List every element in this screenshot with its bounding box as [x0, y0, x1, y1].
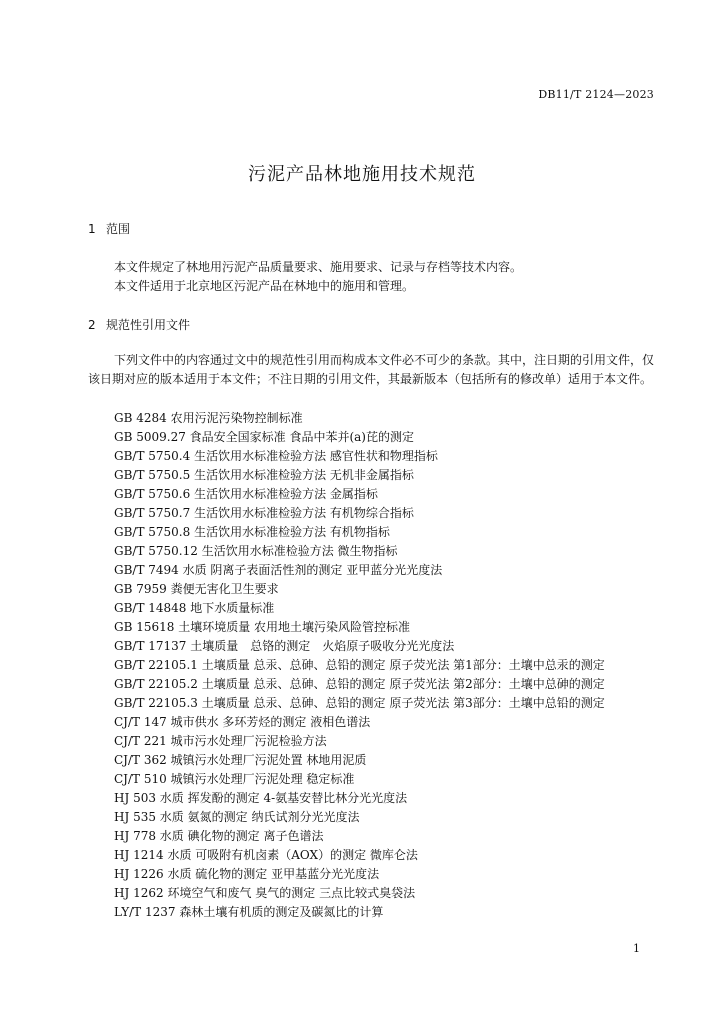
reference-item: CJ/T 221 城市污水处理厂污泥检验方法: [114, 734, 327, 748]
reference-item: GB 7959 粪便无害化卫生要求: [114, 582, 279, 596]
section-2-number: 2: [88, 318, 96, 332]
reference-item: GB/T 5750.4 生活饮用水标准检验方法 感官性状和物理指标: [114, 449, 438, 463]
reference-item: CJ/T 147 城市供水 多环芳烃的测定 液相色谱法: [114, 715, 371, 729]
reference-item: GB/T 5750.5 生活饮用水标准检验方法 无机非金属指标: [114, 468, 414, 482]
reference-item: HJ 503 水质 挥发酚的测定 4-氨基安替比林分光光度法: [114, 791, 408, 805]
reference-item: GB/T 22105.1 土壤质量 总汞、总砷、总铅的测定 原子荧光法 第1部分：土壤中总汞的测定: [114, 658, 605, 672]
section-1-heading: [88, 220, 130, 237]
reference-item: GB/T 5750.12 生活饮用水标准检验方法 微生物指标: [114, 544, 398, 558]
section-1-title: 范围: [106, 222, 131, 236]
reference-item: GB/T 5750.6 生活饮用水标准检验方法 金属指标: [114, 487, 378, 501]
reference-item: GB/T 7494 水质 阴离子表面活性剂的测定 亚甲蓝分光光度法: [114, 563, 443, 577]
reference-item: CJ/T 362 城镇污水处理厂污泥处置 林地用泥质: [114, 753, 367, 767]
reference-item: GB 15618 土壤环境质量 农用地土壤污染风险管控标准: [114, 620, 411, 634]
reference-item: GB/T 14848 地下水质量标准: [114, 601, 275, 615]
reference-item: LY/T 1237 森林土壤有机质的测定及碳氮比的计算: [114, 905, 384, 919]
section-2-intro-paragraph: [88, 351, 654, 389]
reference-item: GB/T 22105.2 土壤质量 总汞、总砷、总铅的测定 原子荧光法 第2部分：土壤中总砷的测定: [114, 677, 605, 691]
reference-item: CJ/T 510 城镇污水处理厂污泥处理 稳定标准: [114, 772, 355, 786]
section-2-intro-text: 下列文件中的内容通过文中的规范性引用而构成本文件必不可少的条款。其中，注日期的引用文件，仅该日期对应的版本适用于本文件；不注日期的引用文件，其最新版本（包括所有的修改单）适用于本文件。: [88, 353, 655, 386]
section-2-title: 规范性引用文件: [106, 318, 191, 332]
reference-item: HJ 1214 水质 可吸附有机卤素（AOX）的测定 微库仑法: [114, 848, 418, 862]
reference-item: HJ 1226 水质 硫化物的测定 亚甲基蓝分光光度法: [114, 867, 380, 881]
section-1-paragraph-2: 本文件适用于北京地区污泥产品在林地中的施用和管理。: [114, 279, 415, 293]
section-2-heading: [88, 316, 190, 333]
document-code: DB11/T 2124—2023: [538, 88, 654, 101]
document-title: 污泥产品林地施用技术规范: [248, 164, 476, 185]
reference-item: GB/T 5750.7 生活饮用水标准检验方法 有机物综合指标: [114, 506, 414, 520]
reference-item: HJ 535 水质 氨氮的测定 纳氏试剂分光光度法: [114, 810, 360, 824]
reference-item: GB/T 17137 土壤质量 总铬的测定 火焰原子吸收分光光度法: [114, 639, 455, 653]
page-number: 1: [633, 942, 640, 955]
reference-item: GB 4284 农用污泥污染物控制标准: [114, 411, 303, 425]
reference-item: GB 5009.27 食品安全国家标准 食品中苯并(a)芘的测定: [114, 430, 414, 444]
reference-item: HJ 1262 环境空气和废气 臭气的测定 三点比较式臭袋法: [114, 886, 416, 900]
section-1-number: 1: [88, 222, 96, 236]
reference-item: GB/T 22105.3 土壤质量 总汞、总砷、总铅的测定 原子荧光法 第3部分：土壤中总铅的测定: [114, 696, 605, 710]
section-1-paragraph-1: 本文件规定了林地用污泥产品质量要求、施用要求、记录与存档等技术内容。: [114, 260, 523, 274]
reference-item: GB/T 5750.8 生活饮用水标准检验方法 有机物指标: [114, 525, 390, 539]
reference-item: HJ 778 水质 碘化物的测定 离子色谱法: [114, 829, 324, 843]
